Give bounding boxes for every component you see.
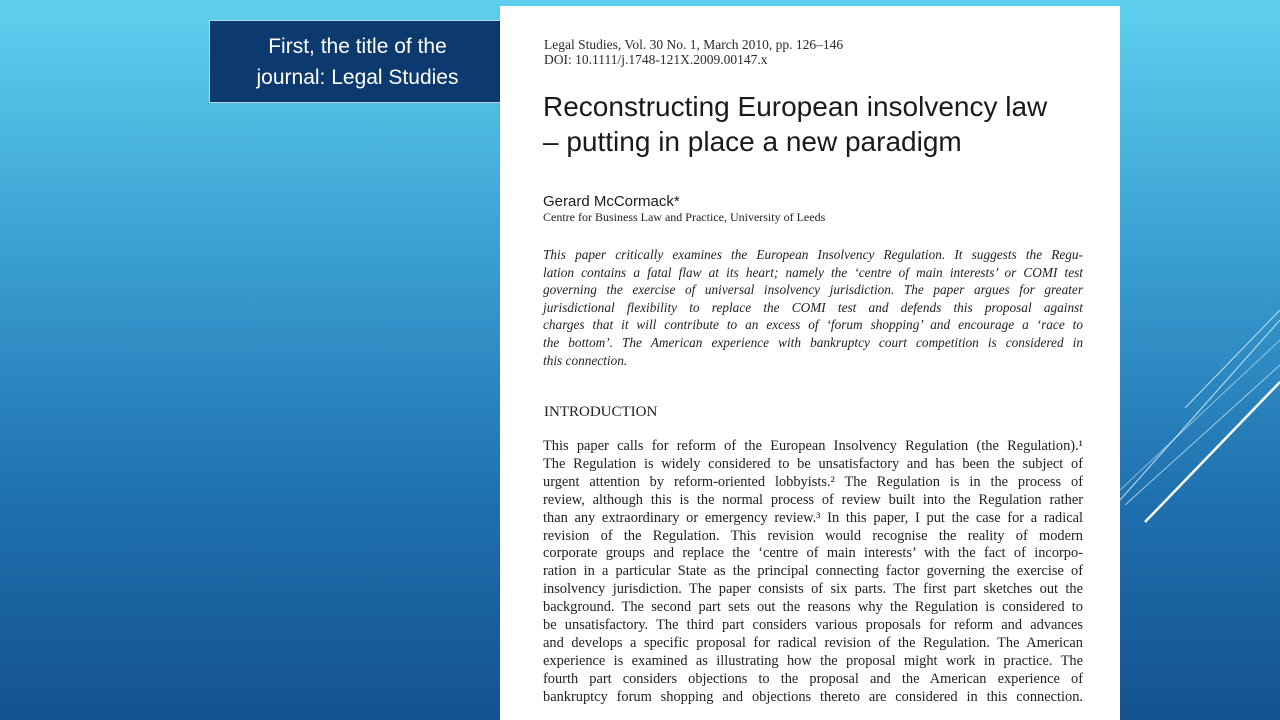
callout-text-line1: First, the title of the <box>268 34 447 58</box>
body-text <box>543 438 1083 707</box>
abstract-line: this connection. <box>543 352 628 368</box>
title-line2: – putting in place a new paradigm <box>543 126 962 157</box>
abstract-line: jurisdictional flexibility to replace the COMI test and defends this proposal against <box>543 299 1083 315</box>
body-line: than any extraordinary or emergency review.³ In this paper, I put the case for a radical <box>543 509 1083 526</box>
paper-page <box>500 6 1120 720</box>
author-name: Gerard McCormack* <box>543 193 680 210</box>
abstract-line: This paper critically examines the European Insolvency Regulation. It suggests the Regu- <box>543 247 1083 262</box>
body-line: review, although this is the normal process of review built into the Regulation rather <box>543 491 1083 508</box>
abstract-line: governing the exercise of universal insolvency jurisdiction. The paper argues for greater <box>543 282 1083 298</box>
abstract-line: the bottom’. The American experience with bankruptcy court competition is considered in <box>543 334 1083 350</box>
abstract <box>543 246 1083 369</box>
body-line: corporate groups and replace the ‘centre of main interests’ with the fact of incorpo- <box>543 545 1083 562</box>
abstract-line: lation contains a fatal flaw at its heart; namely the ‘centre of main interests’ or COMI test <box>543 264 1083 280</box>
body-line: and develops a specific proposal for radical revision of the Regulation. The American <box>543 634 1083 651</box>
body-line: experience is examined as illustrating how the proposal might work in practice. The <box>543 652 1083 669</box>
body-line: background. The second part sets out the reasons why the Regulation is considered to <box>543 599 1083 616</box>
callout-box <box>209 20 506 103</box>
paper-title <box>543 89 1047 159</box>
body-line: insolvency jurisdiction. The paper consists of six parts. The first part sketches out the <box>543 581 1083 598</box>
body-line: bankruptcy forum shopping and objections thereto are considered in this connection. <box>543 688 1083 705</box>
body-line: This paper calls for reform of the European Insolvency Regulation (the Regulation).¹ <box>543 438 1083 454</box>
journal-doi: DOI: 10.1111/j.1748-121X.2009.00147.x <box>544 51 768 67</box>
body-line: urgent attention by reform-oriented lobbyists.² The Regulation is in the process of <box>543 473 1083 490</box>
journal-line1: Legal Studies, Vol. 30 No. 1, March 2010, pp. 126–146 <box>544 37 844 52</box>
body-line: revision of the Regulation. This revision would recognise the reality of modern <box>543 527 1083 544</box>
section-heading: INTRODUCTION <box>544 404 658 420</box>
title-line1: Reconstructing European insolvency law <box>543 91 1048 122</box>
journal-citation <box>544 38 843 67</box>
abstract-line: charges that it will contribute to an excess of ‘forum shopping’ and encourage a ‘race to <box>543 317 1083 333</box>
body-line: be unsatisfactory. The third part considers various proposals for reform and advances <box>543 617 1083 634</box>
body-line: fourth part considers objections to the proposal and the American experience of <box>543 670 1083 687</box>
body-line: ration in a particular State as the principal connecting factor governing the exercise of <box>543 563 1083 580</box>
body-line: The Regulation is widely considered to be unsatisfactory and has been the subject of <box>543 455 1083 472</box>
callout-text-line2: journal: Legal Studies <box>256 65 459 89</box>
author-affiliation: Centre for Business Law and Practice, University of Leeds <box>543 210 826 224</box>
